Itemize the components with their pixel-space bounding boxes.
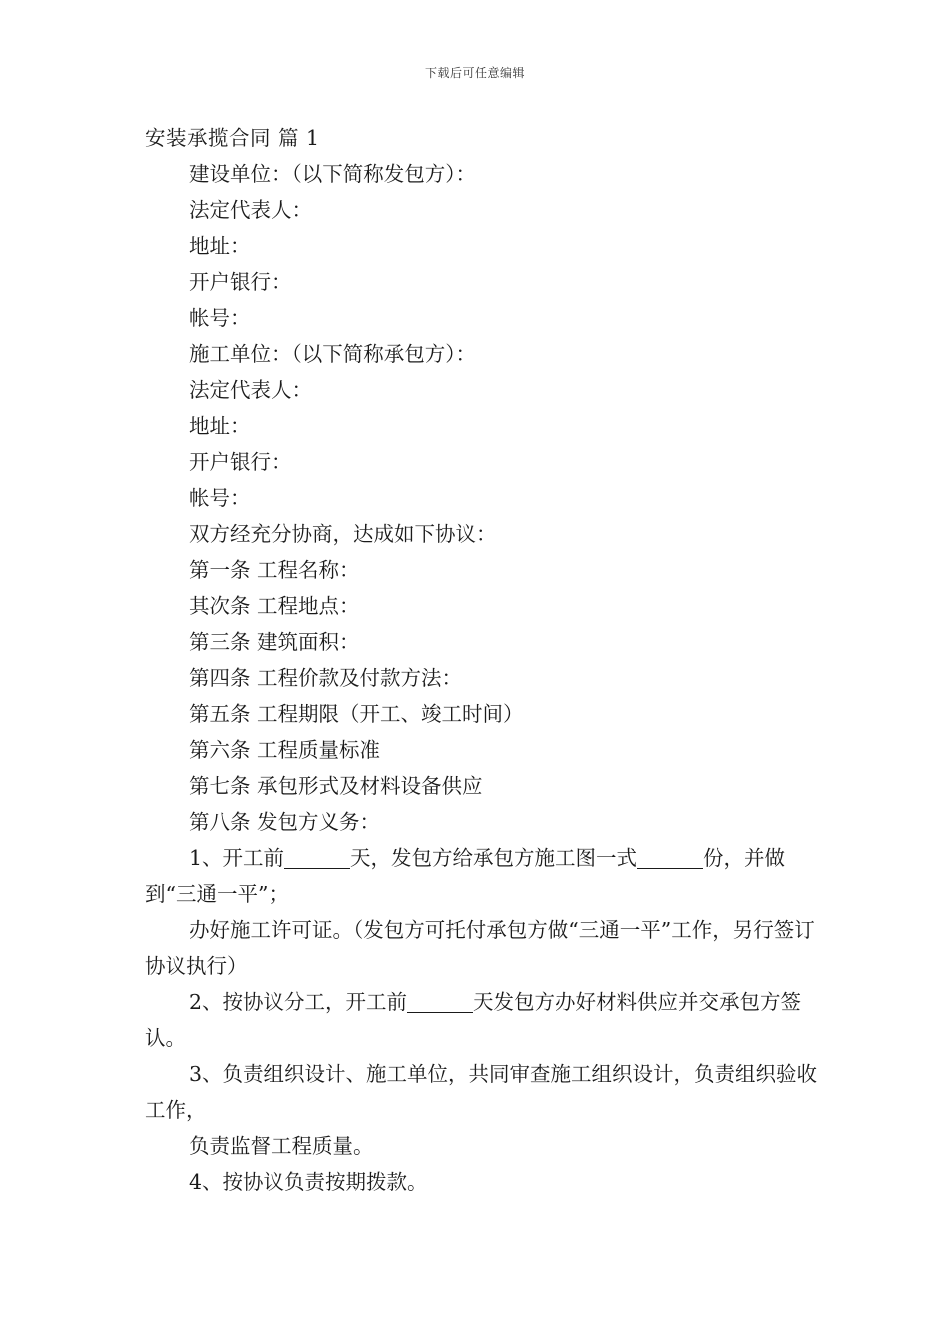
- duty-3: 3、负责组织设计、施工单位，共同审查施工组织设计，负责组织验收工作，: [145, 1062, 818, 1122]
- duty-1-continued: 办好施工许可证。（发包方可托付承包方做“三通一平”工作，另行签订协议执行）: [145, 918, 815, 978]
- duty-2-text-a: 2、按协议分工，开工前: [189, 990, 408, 1014]
- article-7: 第七条 承包形式及材料设备供应: [189, 774, 483, 798]
- contract-title: 安装承揽合同 篇 1: [145, 126, 320, 150]
- duty-2-text-b: 天发包方办好材料供应并交承包方签认。: [145, 990, 802, 1050]
- party-a-legal-rep: 法定代表人：: [189, 198, 312, 222]
- party-a-account: 帐号：: [189, 306, 251, 330]
- page-header: 下载后可任意编辑: [424, 66, 525, 80]
- blank-field: [284, 846, 350, 869]
- duty-2: [145, 984, 825, 1056]
- duty-1-text-b: 天，发包方给承包方施工图一式: [350, 846, 638, 870]
- article-6: 第六条 工程质量标准: [189, 738, 381, 762]
- party-a-bank: 开户银行：: [189, 270, 292, 294]
- duty-1: [145, 840, 825, 912]
- party-a-address: 地址：: [189, 234, 251, 258]
- article-5: 第五条 工程期限（开工、竣工时间）: [189, 702, 524, 726]
- party-a-unit: 建设单位：（以下简称发包方）：: [189, 162, 476, 186]
- contract-body: [145, 120, 825, 1200]
- article-8: 第八条 发包方义务：: [189, 810, 381, 834]
- party-b-address: 地址：: [189, 414, 251, 438]
- agreement-intro: 双方经充分协商，达成如下协议：: [189, 522, 497, 546]
- party-b-bank: 开户银行：: [189, 450, 292, 474]
- article-3: 第三条 建筑面积：: [189, 630, 360, 654]
- duty-3-continued: 负责监督工程质量。: [189, 1134, 374, 1158]
- party-b-legal-rep: 法定代表人：: [189, 378, 312, 402]
- article-4: 第四条 工程价款及付款方法：: [189, 666, 463, 690]
- duty-1-text-a: 1、开工前: [189, 846, 285, 870]
- party-b-account: 帐号：: [189, 486, 251, 510]
- duty-4: 4、按协议负责按期拨款。: [189, 1170, 428, 1194]
- article-1: 第一条 工程名称：: [189, 558, 360, 582]
- article-2: 其次条 工程地点：: [189, 594, 360, 618]
- blank-field: [637, 846, 703, 869]
- blank-field: [407, 990, 473, 1013]
- duty-1-text-c: 份，并做到“三通一平”；: [145, 846, 786, 906]
- party-b-unit: 施工单位：（以下简称承包方）：: [189, 342, 476, 366]
